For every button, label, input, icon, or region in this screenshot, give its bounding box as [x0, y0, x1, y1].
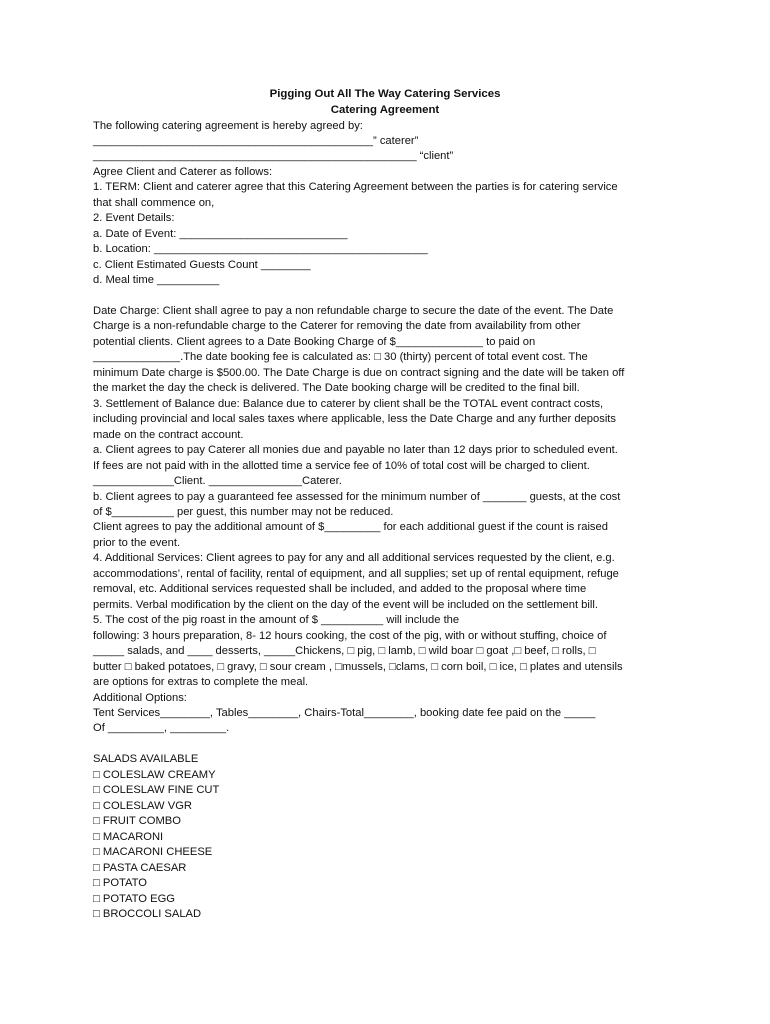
text-line: SALADS AVAILABLE — [93, 753, 199, 766]
text-line: _____________________________________________” caterer” — [93, 134, 419, 147]
text-line: including provincial and local sales taxes where applicable, less the Date Charge and any further deposits — [93, 413, 617, 426]
document-title: Pigging Out All The Way Catering Services — [269, 88, 501, 100]
text-line: 1. TERM: Client and caterer agree that this Catering Agreement between the parties is for catering service — [93, 181, 618, 194]
text-line: □ COLESLAW FINE CUT — [93, 784, 220, 797]
text-line: Additional Options: — [93, 691, 187, 704]
text-line: are options for extras to complete the meal. — [93, 676, 309, 689]
text-line: c. Client Estimated Guests Count ________ — [93, 258, 311, 271]
text-line: Charge is a non-refundable charge to the Caterer for removing the date from availability from other — [93, 320, 581, 333]
text-line: potential clients. Client agrees to a Date Booking Charge of $______________ to paid on — [93, 335, 536, 348]
text-line: □ MACARONI CHEESE — [93, 846, 213, 859]
text-line: b. Client agrees to pay a guaranteed fee assessed for the minimum number of _______ guests, at the cost — [93, 490, 621, 503]
text-line: □ BROCCOLI SALAD — [93, 907, 202, 920]
text-line: The following catering agreement is hereby agreed by: — [93, 119, 363, 132]
text-line: □ POTATO EGG — [93, 892, 175, 905]
text-line: ____________________________________________________ “client” — [93, 150, 454, 163]
text-line: □ PASTA CAESAR — [93, 861, 187, 874]
text-line: butter □ baked potatoes, □ gravy, □ sour cream , □mussels, □clams, □ corn boil, □ ice, □ plates and utensils — [93, 660, 623, 673]
text-line: that shall commence on, — [93, 196, 215, 209]
text-line: of $__________ per guest, this number may not be reduced. — [93, 506, 394, 518]
text-line: □ FRUIT COMBO — [93, 815, 181, 828]
text-line: removal, etc. Additional services requested shall be included, and added to the proposal where time — [93, 583, 587, 596]
text-line: prior to the event. — [93, 536, 181, 549]
text-line: 5. The cost of the pig roast in the amount of $ __________ will include the — [93, 614, 460, 627]
text-line: _____________Client. _______________Caterer. — [93, 475, 342, 488]
text-line: Agree Client and Caterer as follows: — [93, 165, 273, 178]
text-line: _____ salads, and ____ desserts, _____Chickens, □ pig, □ lamb, □ wild boar □ goat ,□ beef, □ rolls, □ — [93, 645, 596, 658]
text-line: Of _________, _________. — [93, 722, 230, 735]
text-line: 4. Additional Services: Client agrees to pay for any and all additional services requested by the client, e.g. — [93, 552, 615, 565]
text-line: d. Meal time __________ — [93, 274, 220, 287]
text-line: the market the day the check is delivered. The Date booking charge will be credited to the final bill. — [93, 382, 580, 395]
document-subtitle: Catering Agreement — [330, 104, 440, 116]
text-line: a. Date of Event: ___________________________ — [93, 227, 348, 240]
text-line: b. Location: ____________________________________________ — [93, 243, 428, 256]
text-line: permits. Verbal modification by the client on the day of the event will be included on the settlement bill. — [93, 598, 598, 611]
text-line: Tent Services________, Tables________, Chairs-Total________, booking date fee paid on the _____ — [93, 706, 596, 719]
text-line: 2. Event Details: — [93, 212, 175, 225]
text-line: made on the contract account. — [93, 428, 244, 441]
text-line: 3. Settlement of Balance due: Balance due to caterer by client shall be the TOTAL event contract costs, — [93, 397, 604, 410]
text-line: If fees are not paid with in the allotted time a service fee of 10% of total cost will be charged to client. — [93, 459, 590, 472]
text-line: accommodations’, rental of facility, rental of equipment, and all supplies; set up of rental equipment, refuge — [93, 567, 619, 580]
text-line: □ MACARONI — [93, 830, 164, 843]
text-line: □ COLESLAW CREAMY — [93, 768, 216, 781]
text-line: □ COLESLAW VGR — [93, 799, 192, 812]
text-line: □ POTATO — [93, 877, 147, 890]
text-line: Date Charge: Client shall agree to pay a non refundable charge to secure the date of the event. The Date — [93, 305, 614, 318]
text-line: minimum Date charge is $500.00. The Date Charge is due on contract signing and the date will be taken off — [93, 366, 625, 379]
text-line: following: 3 hours preparation, 8- 12 hours cooking, the cost of the pig, with or without stuffing, choice of — [93, 629, 607, 642]
text-line: ______________.The date booking fee is calculated as: □ 30 (thirty) percent of total event cost. The — [93, 351, 588, 364]
text-line: a. Client agrees to pay Caterer all monies due and payable no later than 12 days prior to scheduled event. — [93, 444, 618, 457]
text-line: Client agrees to pay the additional amount of $_________ for each additional guest if the count is raised — [93, 521, 608, 534]
